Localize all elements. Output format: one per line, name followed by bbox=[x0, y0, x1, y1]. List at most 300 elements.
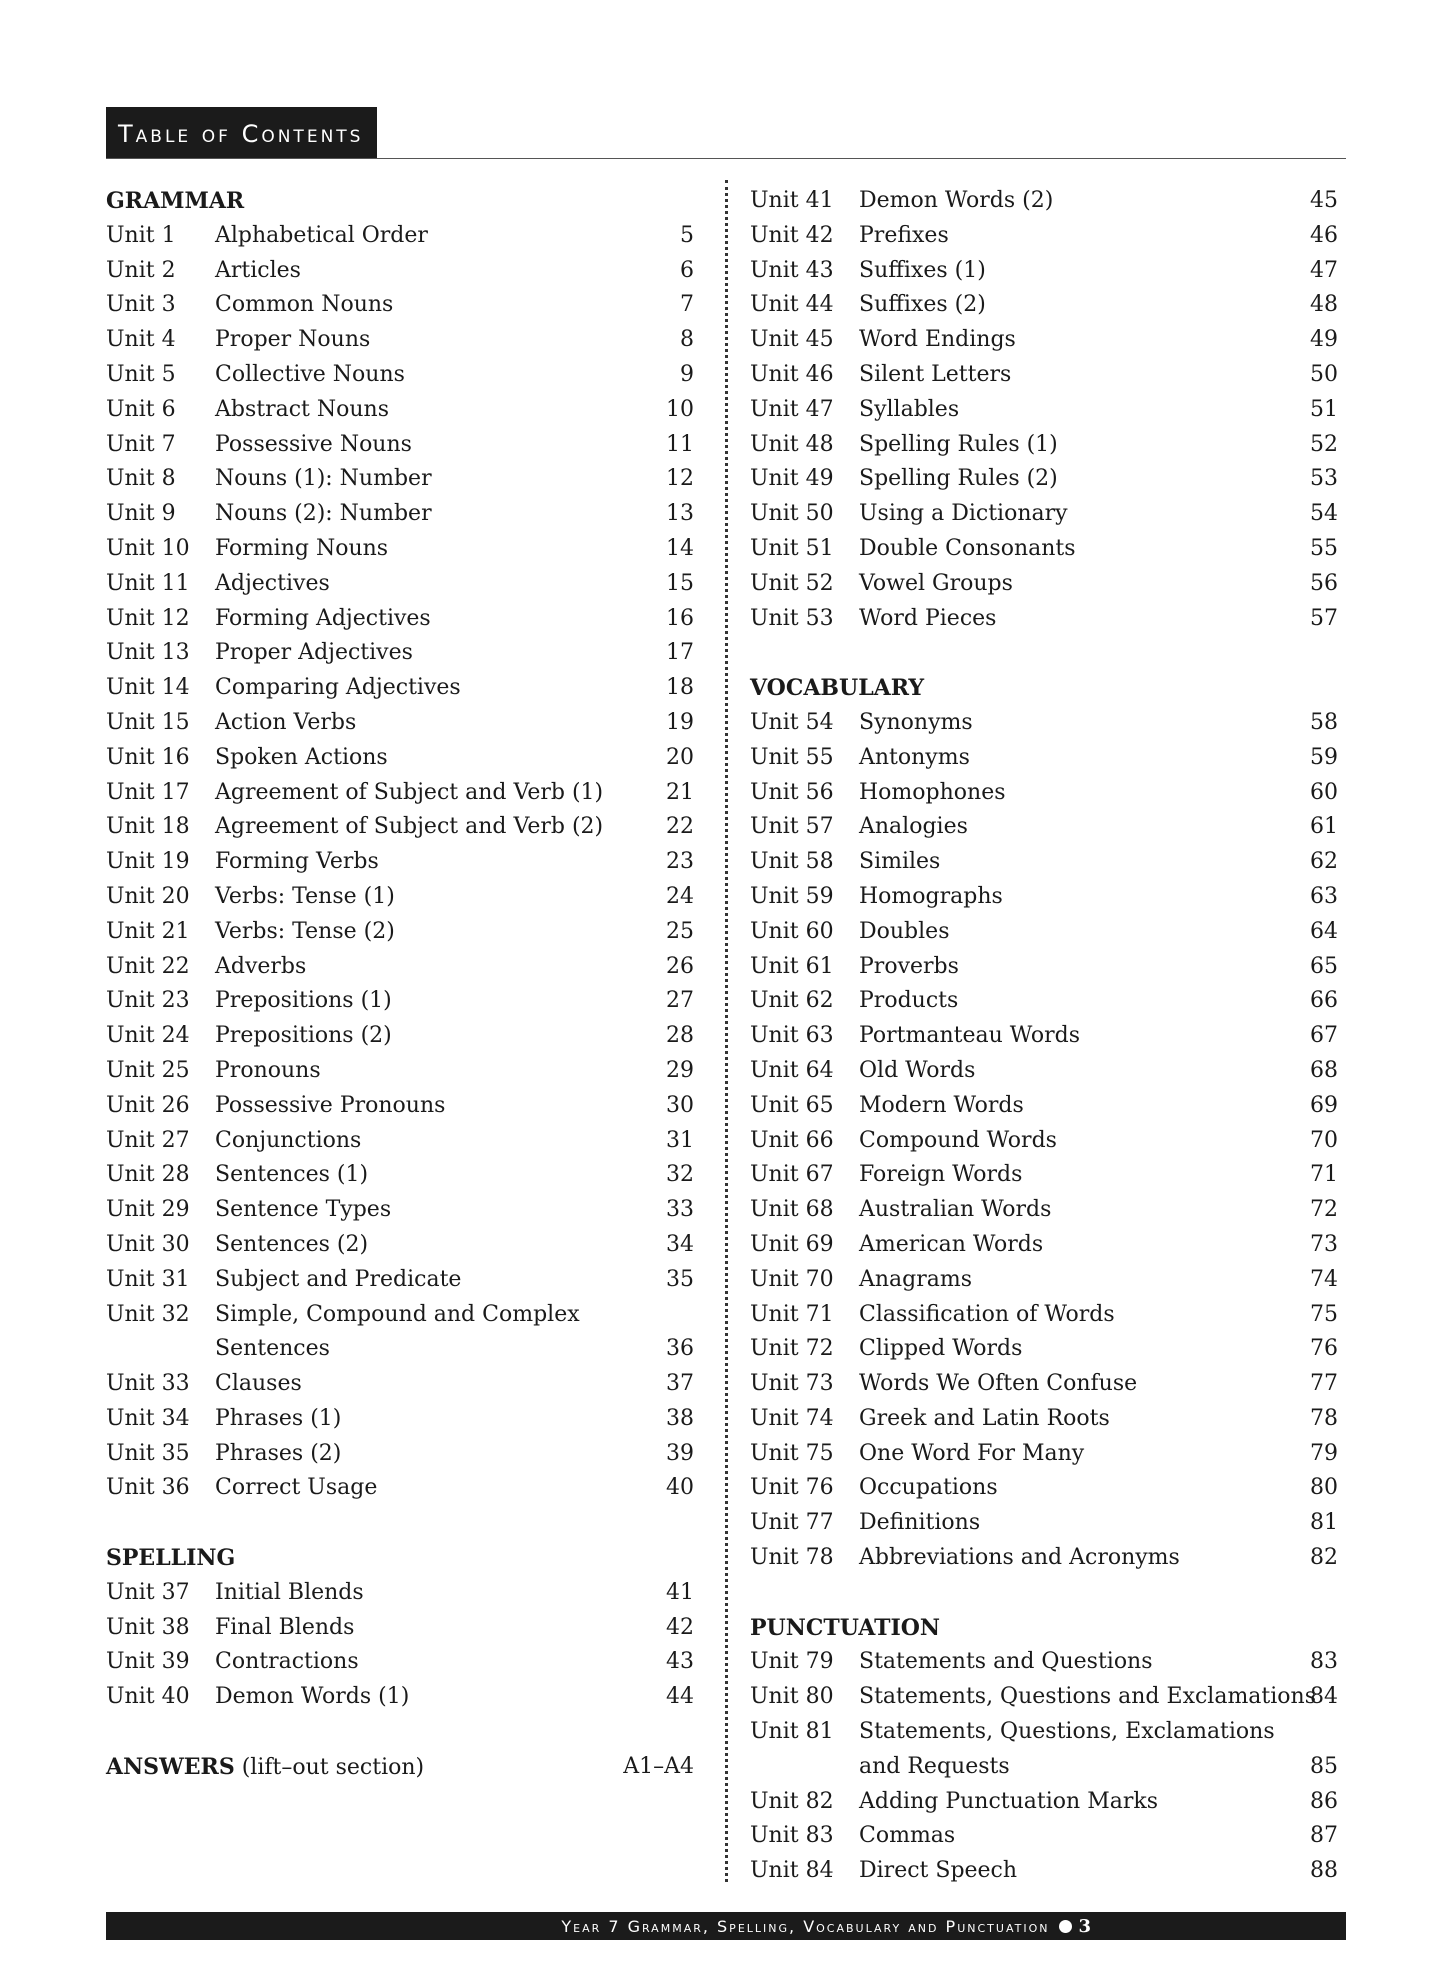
unit-number: Unit 24 bbox=[106, 1023, 190, 1049]
toc-entry bbox=[750, 1402, 1338, 1437]
toc-entry bbox=[106, 1680, 694, 1715]
unit-title: Sentences (1) bbox=[215, 1162, 369, 1188]
unit-page: 28 bbox=[666, 1023, 694, 1049]
unit-page: 79 bbox=[1310, 1440, 1338, 1466]
unit-number: Unit 72 bbox=[750, 1336, 834, 1362]
unit-number: Unit 61 bbox=[750, 953, 834, 979]
toc-column-right bbox=[750, 184, 1338, 1889]
unit-number: Unit 68 bbox=[750, 1197, 834, 1223]
unit-page: 7 bbox=[680, 292, 694, 318]
unit-title: Statements, Questions and Exclamations bbox=[859, 1684, 1317, 1710]
toc-entry bbox=[750, 567, 1338, 602]
unit-number: Unit 37 bbox=[106, 1579, 190, 1605]
unit-title: Foreign Words bbox=[859, 1162, 1023, 1188]
unit-title: Adverbs bbox=[215, 953, 307, 979]
answers-label: ANSWERS bbox=[106, 1753, 235, 1780]
toc-entry bbox=[750, 1437, 1338, 1472]
unit-number: Unit 45 bbox=[750, 327, 834, 353]
unit-page: 45 bbox=[1310, 188, 1338, 213]
unit-page: 16 bbox=[666, 605, 694, 631]
unit-title: Doubles bbox=[859, 918, 950, 944]
unit-page: 63 bbox=[1310, 883, 1338, 909]
toc-entry bbox=[106, 1228, 694, 1263]
unit-page: 38 bbox=[666, 1405, 694, 1431]
unit-title: Silent Letters bbox=[859, 361, 1012, 387]
spacer bbox=[750, 1576, 1338, 1611]
toc-entry bbox=[750, 1471, 1338, 1506]
toc-entry bbox=[106, 810, 694, 845]
unit-page: 76 bbox=[1310, 1336, 1338, 1362]
unit-title: Double Consonants bbox=[859, 535, 1076, 561]
toc-entry bbox=[106, 776, 694, 811]
unit-title: Conjunctions bbox=[215, 1127, 362, 1153]
toc-entry bbox=[750, 810, 1338, 845]
unit-page: 33 bbox=[666, 1197, 694, 1223]
unit-title: Modern Words bbox=[859, 1092, 1024, 1118]
unit-number: Unit 21 bbox=[106, 918, 190, 944]
toc-entry bbox=[750, 1785, 1338, 1820]
unit-page: 46 bbox=[1310, 222, 1338, 248]
toc-entry bbox=[106, 1054, 694, 1089]
toc-entry bbox=[106, 706, 694, 741]
toc-entry bbox=[750, 1715, 1338, 1750]
page-footer bbox=[106, 1912, 1346, 1940]
unit-title: Portmanteau Words bbox=[859, 1023, 1081, 1049]
unit-page: 72 bbox=[1310, 1197, 1338, 1223]
toc-entry bbox=[750, 1193, 1338, 1228]
unit-title: Statements and Questions bbox=[859, 1649, 1153, 1675]
toc-entry bbox=[106, 1576, 694, 1611]
unit-title: Comparing Adjectives bbox=[215, 675, 461, 701]
unit-page: 74 bbox=[1310, 1266, 1338, 1292]
unit-number: Unit 69 bbox=[750, 1231, 834, 1257]
unit-page: 67 bbox=[1310, 1023, 1338, 1049]
toc-entry bbox=[106, 915, 694, 950]
unit-page: 32 bbox=[666, 1162, 694, 1188]
unit-title: Forming Adjectives bbox=[215, 605, 431, 631]
toc-entry bbox=[106, 1193, 694, 1228]
toc-entry bbox=[750, 1854, 1338, 1889]
toc-entry bbox=[750, 776, 1338, 811]
unit-title: Sentences bbox=[215, 1336, 330, 1362]
unit-title: Proper Adjectives bbox=[215, 640, 413, 666]
unit-number: Unit 25 bbox=[106, 1057, 190, 1083]
unit-page: 56 bbox=[1310, 570, 1338, 596]
unit-page: 86 bbox=[1310, 1788, 1338, 1814]
unit-page: 43 bbox=[666, 1649, 694, 1675]
unit-title: Pronouns bbox=[215, 1057, 321, 1083]
unit-title: Nouns (1): Number bbox=[215, 466, 432, 492]
unit-page: 69 bbox=[1310, 1092, 1338, 1118]
unit-number: Unit 7 bbox=[106, 431, 176, 457]
unit-number: Unit 83 bbox=[750, 1823, 834, 1849]
unit-number: Unit 54 bbox=[750, 709, 834, 735]
unit-title: Possessive Pronouns bbox=[215, 1092, 446, 1118]
unit-page: 11 bbox=[666, 431, 694, 457]
toc-entry bbox=[106, 428, 694, 463]
unit-page: 87 bbox=[1310, 1823, 1338, 1849]
unit-number: Unit 30 bbox=[106, 1231, 190, 1257]
unit-title: Phrases (2) bbox=[215, 1440, 342, 1466]
toc-entry bbox=[750, 1819, 1338, 1854]
unit-page: 39 bbox=[666, 1440, 694, 1466]
unit-page: 71 bbox=[1310, 1162, 1338, 1188]
unit-number: Unit 5 bbox=[106, 361, 176, 387]
unit-number: Unit 12 bbox=[106, 605, 190, 631]
unit-title: Similes bbox=[859, 849, 941, 875]
toc-entry bbox=[750, 1054, 1338, 1089]
unit-number: Unit 2 bbox=[106, 257, 176, 283]
unit-title: Proverbs bbox=[859, 953, 959, 979]
unit-number: Unit 34 bbox=[106, 1405, 190, 1431]
answers-note: (lift–out section) bbox=[241, 1754, 425, 1780]
unit-number: Unit 62 bbox=[750, 988, 834, 1014]
unit-page: 6 bbox=[680, 257, 694, 283]
unit-page: 48 bbox=[1310, 292, 1338, 318]
unit-number: Unit 84 bbox=[750, 1858, 834, 1884]
spacer bbox=[750, 636, 1338, 671]
unit-page: 8 bbox=[680, 327, 694, 353]
unit-title: Simple, Compound and Complex bbox=[215, 1301, 580, 1327]
unit-number: Unit 18 bbox=[106, 814, 190, 840]
unit-number: Unit 20 bbox=[106, 883, 190, 909]
toc-entry bbox=[106, 636, 694, 671]
unit-page: 5 bbox=[680, 222, 694, 248]
unit-title: Old Words bbox=[859, 1057, 976, 1083]
header-rule bbox=[106, 158, 1346, 159]
unit-page: 34 bbox=[666, 1231, 694, 1257]
toc-entry bbox=[106, 950, 694, 985]
toc-entry bbox=[750, 1506, 1338, 1541]
unit-page: 40 bbox=[666, 1475, 694, 1501]
unit-title: Australian Words bbox=[859, 1197, 1052, 1223]
unit-page: 20 bbox=[666, 744, 694, 770]
unit-number: Unit 74 bbox=[750, 1405, 834, 1431]
unit-number: Unit 80 bbox=[750, 1684, 834, 1710]
toc-title: Table of Contents bbox=[106, 107, 377, 159]
unit-number: Unit 1 bbox=[106, 222, 176, 248]
unit-number: Unit 57 bbox=[750, 814, 834, 840]
unit-number: Unit 78 bbox=[750, 1545, 834, 1571]
unit-number: Unit 38 bbox=[106, 1614, 190, 1640]
unit-number: Unit 43 bbox=[750, 257, 834, 283]
unit-page: 60 bbox=[1310, 779, 1338, 805]
toc-entry bbox=[750, 532, 1338, 567]
unit-number: Unit 66 bbox=[750, 1127, 834, 1153]
unit-page: 30 bbox=[666, 1092, 694, 1118]
unit-page: 10 bbox=[666, 396, 694, 422]
toc-entry bbox=[106, 671, 694, 706]
unit-title: Commas bbox=[859, 1823, 956, 1849]
unit-page: 54 bbox=[1310, 501, 1338, 527]
unit-page: 68 bbox=[1310, 1057, 1338, 1083]
unit-number: Unit 10 bbox=[106, 535, 190, 561]
unit-title: Abstract Nouns bbox=[215, 396, 390, 422]
toc-entry bbox=[750, 1680, 1338, 1715]
unit-number: Unit 29 bbox=[106, 1197, 190, 1223]
toc-entry bbox=[750, 323, 1338, 358]
unit-title: Using a Dictionary bbox=[859, 501, 1068, 527]
unit-number: Unit 49 bbox=[750, 466, 834, 492]
unit-number: Unit 36 bbox=[106, 1475, 190, 1501]
unit-title: Clipped Words bbox=[859, 1336, 1023, 1362]
unit-number: Unit 50 bbox=[750, 501, 834, 527]
footer-title: Year 7 Grammar, Spelling, Vocabulary and Punctuation bbox=[561, 1917, 1050, 1936]
unit-title: Prepositions (2) bbox=[215, 1023, 392, 1049]
unit-number: Unit 82 bbox=[750, 1788, 834, 1814]
unit-number: Unit 47 bbox=[750, 396, 834, 422]
unit-title: Alphabetical Order bbox=[215, 222, 428, 248]
unit-title: Occupations bbox=[859, 1475, 998, 1501]
unit-title: Agreement of Subject and Verb (1) bbox=[215, 779, 604, 805]
toc-entry bbox=[750, 602, 1338, 637]
unit-page: 49 bbox=[1310, 327, 1338, 353]
unit-title: Classification of Words bbox=[859, 1301, 1115, 1327]
unit-page: 12 bbox=[666, 466, 694, 492]
unit-number: Unit 27 bbox=[106, 1127, 190, 1153]
toc-entry bbox=[106, 1263, 694, 1298]
unit-page: 73 bbox=[1310, 1231, 1338, 1257]
unit-title: Adjectives bbox=[215, 570, 330, 596]
unit-page: 35 bbox=[666, 1266, 694, 1292]
unit-page: 81 bbox=[1310, 1510, 1338, 1536]
toc-entry bbox=[106, 602, 694, 637]
toc-entry bbox=[106, 1019, 694, 1054]
unit-page: 17 bbox=[666, 640, 694, 666]
unit-page: 27 bbox=[666, 988, 694, 1014]
unit-number: Unit 6 bbox=[106, 396, 176, 422]
answers-entry bbox=[106, 1750, 694, 1785]
unit-page: 14 bbox=[666, 535, 694, 561]
toc-entry bbox=[106, 532, 694, 567]
unit-title: Forming Verbs bbox=[215, 849, 379, 875]
unit-page: 21 bbox=[666, 779, 694, 805]
unit-page: 50 bbox=[1310, 361, 1338, 387]
unit-page: 23 bbox=[666, 849, 694, 875]
unit-number: Unit 59 bbox=[750, 883, 834, 909]
page-number: 3 bbox=[1078, 1916, 1091, 1937]
unit-page: 25 bbox=[666, 918, 694, 944]
unit-title: Nouns (2): Number bbox=[215, 501, 432, 527]
toc-entry bbox=[750, 462, 1338, 497]
toc-entry bbox=[106, 880, 694, 915]
section-heading: GRAMMAR bbox=[106, 188, 245, 214]
unit-number: Unit 44 bbox=[750, 292, 834, 318]
unit-title: Statements, Questions, Exclamations bbox=[859, 1719, 1275, 1745]
unit-title: Homographs bbox=[859, 883, 1003, 909]
unit-number: Unit 35 bbox=[106, 1440, 190, 1466]
toc-entry bbox=[750, 845, 1338, 880]
unit-title: Word Pieces bbox=[859, 605, 997, 631]
unit-title: Definitions bbox=[859, 1510, 981, 1536]
unit-page: 64 bbox=[1310, 918, 1338, 944]
toc-entry bbox=[750, 184, 1338, 219]
toc-entry bbox=[106, 1158, 694, 1193]
unit-title: One Word For Many bbox=[859, 1440, 1085, 1466]
unit-number: Unit 42 bbox=[750, 222, 834, 248]
unit-page: 47 bbox=[1310, 257, 1338, 283]
unit-number: Unit 28 bbox=[106, 1162, 190, 1188]
toc-entry bbox=[750, 1158, 1338, 1193]
unit-title: Suffixes (1) bbox=[859, 257, 986, 283]
toc-entry bbox=[106, 1402, 694, 1437]
toc-entry bbox=[750, 1750, 1338, 1785]
unit-title: Verbs: Tense (1) bbox=[215, 883, 395, 909]
unit-number: Unit 17 bbox=[106, 779, 190, 805]
unit-title: Adding Punctuation Marks bbox=[859, 1788, 1158, 1814]
unit-page: 9 bbox=[680, 361, 694, 387]
unit-number: Unit 26 bbox=[106, 1092, 190, 1118]
unit-page: 31 bbox=[666, 1127, 694, 1153]
toc-entry bbox=[750, 1228, 1338, 1263]
toc-entry bbox=[750, 741, 1338, 776]
unit-page: 61 bbox=[1310, 814, 1338, 840]
unit-title: and Requests bbox=[859, 1753, 1010, 1779]
unit-page: 18 bbox=[666, 675, 694, 701]
toc-entry bbox=[106, 462, 694, 497]
unit-number: Unit 31 bbox=[106, 1266, 190, 1292]
unit-title: Anagrams bbox=[859, 1266, 973, 1292]
toc-column-left bbox=[106, 184, 694, 1785]
unit-title: Spelling Rules (1) bbox=[859, 431, 1058, 457]
toc-entry bbox=[106, 1437, 694, 1472]
section-heading: SPELLING bbox=[106, 1545, 236, 1572]
unit-number: Unit 41 bbox=[750, 188, 834, 213]
unit-number: Unit 73 bbox=[750, 1371, 834, 1397]
unit-number: Unit 55 bbox=[750, 744, 834, 770]
unit-title: Demon Words (1) bbox=[215, 1684, 410, 1710]
unit-number: Unit 76 bbox=[750, 1475, 834, 1501]
unit-page: 75 bbox=[1310, 1301, 1338, 1327]
toc-entry bbox=[750, 880, 1338, 915]
section-heading: PUNCTUATION bbox=[750, 1614, 941, 1641]
unit-number: Unit 39 bbox=[106, 1649, 190, 1675]
unit-page: 44 bbox=[666, 1684, 694, 1710]
unit-number: Unit 63 bbox=[750, 1023, 834, 1049]
unit-page: 52 bbox=[1310, 431, 1338, 457]
unit-number: Unit 52 bbox=[750, 570, 834, 596]
unit-title: Prepositions (1) bbox=[215, 988, 392, 1014]
unit-page: 41 bbox=[666, 1579, 694, 1605]
unit-page: 36 bbox=[666, 1336, 694, 1362]
unit-title: Products bbox=[859, 988, 959, 1014]
unit-number: Unit 81 bbox=[750, 1719, 834, 1745]
toc-entry bbox=[106, 741, 694, 776]
unit-page: 13 bbox=[666, 501, 694, 527]
unit-number: Unit 60 bbox=[750, 918, 834, 944]
unit-title: Common Nouns bbox=[215, 292, 394, 318]
unit-title: Agreement of Subject and Verb (2) bbox=[215, 814, 604, 840]
unit-page: 37 bbox=[666, 1371, 694, 1397]
unit-title: Phrases (1) bbox=[215, 1405, 342, 1431]
unit-number: Unit 75 bbox=[750, 1440, 834, 1466]
unit-number: Unit 65 bbox=[750, 1092, 834, 1118]
toc-entry bbox=[106, 288, 694, 323]
unit-title: American Words bbox=[859, 1231, 1044, 1257]
unit-number: Unit 48 bbox=[750, 431, 834, 457]
toc-entry bbox=[750, 984, 1338, 1019]
unit-number: Unit 56 bbox=[750, 779, 834, 805]
toc-entry bbox=[750, 706, 1338, 741]
toc-entry bbox=[106, 358, 694, 393]
unit-number: Unit 15 bbox=[106, 709, 190, 735]
unit-title: Compound Words bbox=[859, 1127, 1057, 1153]
toc-entry bbox=[750, 1124, 1338, 1159]
unit-page: 55 bbox=[1310, 535, 1338, 561]
unit-page: 19 bbox=[666, 709, 694, 735]
unit-page: 58 bbox=[1310, 709, 1338, 735]
toc-entry bbox=[106, 1611, 694, 1646]
spacer bbox=[106, 1506, 694, 1541]
unit-number: Unit 33 bbox=[106, 1371, 190, 1397]
toc-entry bbox=[106, 1367, 694, 1402]
toc-entry bbox=[750, 1263, 1338, 1298]
unit-title: Sentence Types bbox=[215, 1197, 392, 1223]
unit-title: Words We Often Confuse bbox=[859, 1371, 1138, 1397]
unit-number: Unit 11 bbox=[106, 570, 190, 596]
unit-number: Unit 77 bbox=[750, 1510, 834, 1536]
toc-entry bbox=[106, 845, 694, 880]
unit-title: Final Blends bbox=[215, 1614, 355, 1640]
toc-entry bbox=[750, 1367, 1338, 1402]
unit-title: Action Verbs bbox=[215, 709, 357, 735]
unit-page: 15 bbox=[666, 570, 694, 596]
page-header bbox=[106, 107, 1346, 159]
unit-title: Word Endings bbox=[859, 327, 1016, 353]
unit-title: Correct Usage bbox=[215, 1475, 378, 1501]
unit-number: Unit 51 bbox=[750, 535, 834, 561]
unit-title: Syllables bbox=[859, 396, 960, 422]
unit-page: 66 bbox=[1310, 988, 1338, 1014]
toc-entry bbox=[106, 567, 694, 602]
unit-title: Possessive Nouns bbox=[215, 431, 412, 457]
unit-page: 80 bbox=[1310, 1475, 1338, 1501]
toc-entry bbox=[106, 323, 694, 358]
toc-entry bbox=[750, 1089, 1338, 1124]
unit-number: Unit 46 bbox=[750, 361, 834, 387]
toc-entry bbox=[106, 1124, 694, 1159]
unit-number: Unit 79 bbox=[750, 1649, 834, 1675]
unit-number: Unit 22 bbox=[106, 953, 190, 979]
unit-page: 82 bbox=[1310, 1545, 1338, 1571]
unit-page: 26 bbox=[666, 953, 694, 979]
unit-number: Unit 13 bbox=[106, 640, 190, 666]
unit-number: Unit 3 bbox=[106, 292, 176, 318]
bullet-icon bbox=[1059, 1920, 1072, 1933]
unit-title: Collective Nouns bbox=[215, 361, 405, 387]
toc-entry bbox=[106, 393, 694, 428]
unit-number: Unit 23 bbox=[106, 988, 190, 1014]
toc-entry bbox=[750, 1332, 1338, 1367]
toc-entry bbox=[106, 1332, 694, 1367]
unit-number: Unit 64 bbox=[750, 1057, 834, 1083]
unit-title: Verbs: Tense (2) bbox=[215, 918, 395, 944]
unit-page: 78 bbox=[1310, 1405, 1338, 1431]
unit-title: Contractions bbox=[215, 1649, 359, 1675]
unit-number: Unit 32 bbox=[106, 1301, 190, 1327]
unit-title: Antonyms bbox=[859, 744, 970, 770]
toc-entry bbox=[750, 428, 1338, 463]
toc-entry bbox=[750, 1645, 1338, 1680]
unit-title: Analogies bbox=[859, 814, 968, 840]
toc-entry bbox=[750, 219, 1338, 254]
toc-entry bbox=[750, 288, 1338, 323]
unit-title: Vowel Groups bbox=[859, 570, 1013, 596]
unit-title: Suffixes (2) bbox=[859, 292, 986, 318]
unit-title: Sentences (2) bbox=[215, 1231, 369, 1257]
unit-title: Demon Words (2) bbox=[859, 188, 1054, 213]
unit-number: Unit 71 bbox=[750, 1301, 834, 1327]
